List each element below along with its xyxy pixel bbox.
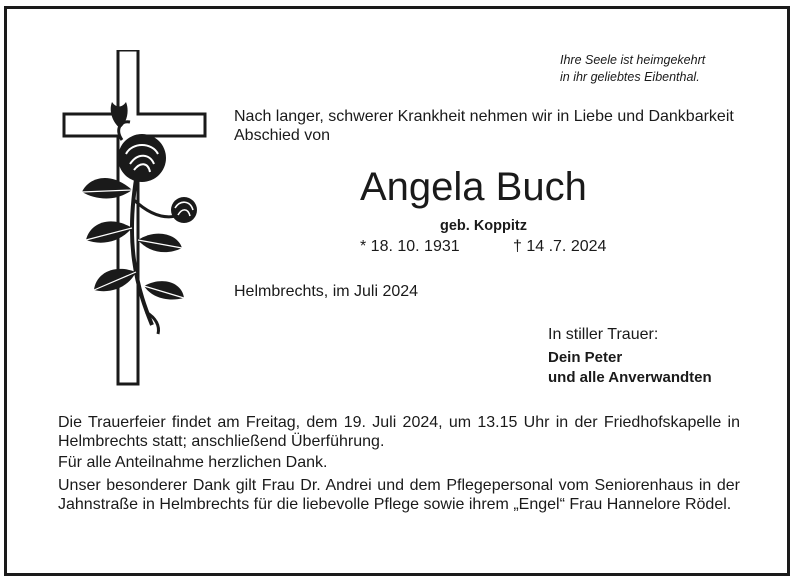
special-thanks-text: Unser besonderer Dank gilt Frau Dr. Andrei und dem Pflegepersonal vom Seniorenhaus in der Jahnstraße in Helmbrechts für die liebevolle Pflege sowie ihrem „Engel“ Frau Hannelore Rödel. xyxy=(58,477,740,513)
birth-date: * 18. 10. 1931 xyxy=(360,238,460,255)
motto xyxy=(560,52,760,86)
motto-line: in ihr geliebtes Eibenthal. xyxy=(560,70,700,84)
maiden-name: geb. Koppitz xyxy=(440,218,527,234)
place-date: Helmbrechts, im Juli 2024 xyxy=(234,283,419,300)
mourner-name: und alle Anverwandten xyxy=(548,369,712,386)
deceased-name: Angela Buch xyxy=(360,165,587,209)
death-date: † 14 .7. 2024 xyxy=(513,238,607,255)
mourning-label: In stiller Trauer: xyxy=(548,326,659,343)
motto-line: Ihre Seele ist heimgekehrt xyxy=(560,53,706,67)
funeral-info: Die Trauerfeier findet am Freitag, dem 19. Juli 2024, um 13.15 Uhr in der Friedhofskapelle in Helmbrechts statt; anschließend Überführung. xyxy=(58,414,740,450)
thanks-text: Für alle Anteilnahme herzlichen Dank. xyxy=(58,454,328,471)
mourner-name: Dein Peter xyxy=(548,349,623,366)
cross-with-roses-icon xyxy=(60,50,230,390)
intro-text: Nach langer, schwerer Krankheit nehmen wir in Liebe und Dankbarkeit Abschied von xyxy=(234,108,734,144)
mourners-list xyxy=(548,348,712,388)
